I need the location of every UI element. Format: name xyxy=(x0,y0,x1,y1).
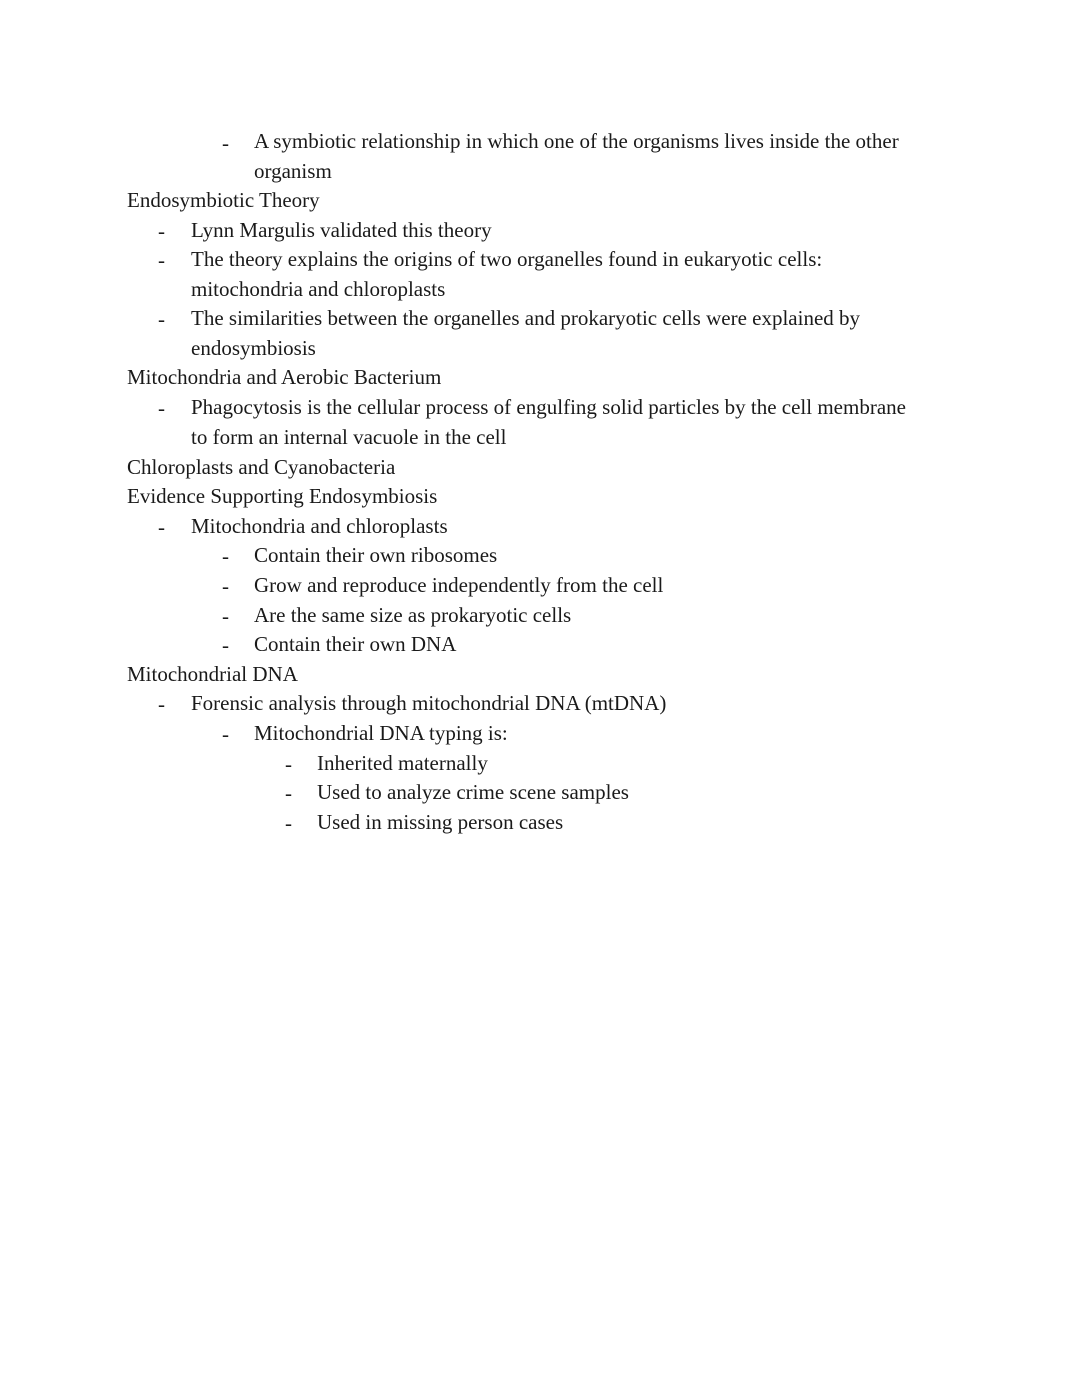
intro-text-line1: A symbiotic relationship in which one of the organisms lives inside the other xyxy=(254,129,899,153)
endo-item-origins-line1: The theory explains the origins of two organelles found in eukaryotic cells: xyxy=(191,247,823,271)
bullet-dash: - xyxy=(222,574,229,598)
bullet-dash: - xyxy=(222,604,229,628)
bullet-dash: - xyxy=(158,248,165,272)
intro-text-line2: organism xyxy=(254,159,332,183)
heading-mito-aerobic: Mitochondria and Aerobic Bacterium xyxy=(127,365,442,389)
evidence-sub-ribosomes: Contain their own ribosomes xyxy=(254,543,498,567)
evidence-item-organelles: Mitochondria and chloroplasts xyxy=(191,514,448,538)
bullet-dash: - xyxy=(222,722,229,746)
heading-endosymbiotic-theory: Endosymbiotic Theory xyxy=(127,188,320,212)
endo-item-margulis: Lynn Margulis validated this theory xyxy=(191,218,492,242)
bullet-dash: - xyxy=(222,131,229,155)
bullet-dash: - xyxy=(285,811,292,835)
bullet-dash: - xyxy=(285,752,292,776)
endo-item-origins-line2: mitochondria and chloroplasts xyxy=(191,277,446,301)
heading-mito-dna: Mitochondrial DNA xyxy=(127,662,298,686)
evidence-sub-dna: Contain their own DNA xyxy=(254,632,457,656)
bullet-dash: - xyxy=(158,515,165,539)
heading-evidence: Evidence Supporting Endosymbiosis xyxy=(127,484,438,508)
endo-item-similarities-line1: The similarities between the organelles and prokaryotic cells were explained by xyxy=(191,306,861,330)
bullet-dash: - xyxy=(222,633,229,657)
heading-chloro-cyano: Chloroplasts and Cyanobacteria xyxy=(127,455,396,479)
mtdna-subsub-crime-scene: Used to analyze crime scene samples xyxy=(317,780,629,804)
bullet-dash: - xyxy=(158,219,165,243)
phagocytosis-line2: to form an internal vacuole in the cell xyxy=(191,425,507,449)
evidence-sub-size: Are the same size as prokaryotic cells xyxy=(254,603,572,627)
bullet-dash: - xyxy=(158,396,165,420)
phagocytosis-line1: Phagocytosis is the cellular process of engulfing solid particles by the cell membrane xyxy=(191,395,906,419)
mtdna-item-forensic: Forensic analysis through mitochondrial DNA (mtDNA) xyxy=(191,691,667,715)
bullet-dash: - xyxy=(158,692,165,716)
mtdna-sub-typing: Mitochondrial DNA typing is: xyxy=(254,721,508,745)
mtdna-subsub-missing-person: Used in missing person cases xyxy=(317,810,564,834)
bullet-dash: - xyxy=(158,307,165,331)
mtdna-subsub-maternal: Inherited maternally xyxy=(317,751,488,775)
evidence-sub-reproduce: Grow and reproduce independently from the cell xyxy=(254,573,664,597)
endo-item-similarities-line2: endosymbiosis xyxy=(191,336,316,360)
bullet-dash: - xyxy=(222,544,229,568)
bullet-dash: - xyxy=(285,781,292,805)
